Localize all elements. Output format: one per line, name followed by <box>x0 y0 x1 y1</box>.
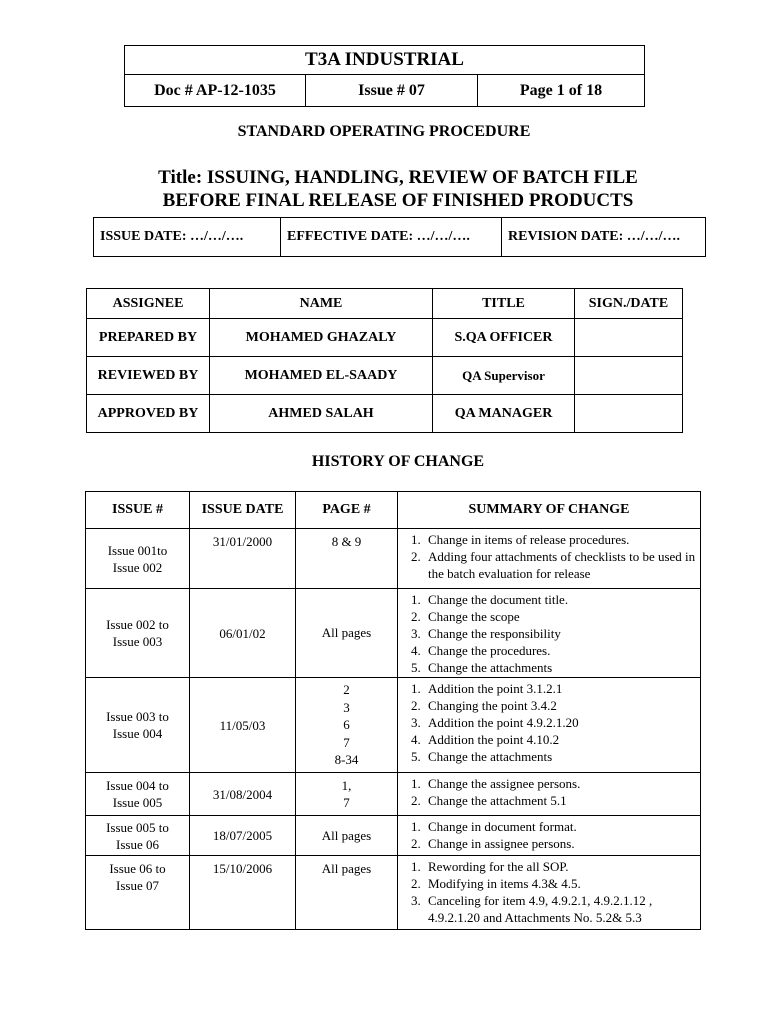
sign-cell <box>575 395 683 433</box>
date-cell: 31/01/2000 <box>190 529 296 589</box>
issue-from: Issue 003 to <box>106 709 169 724</box>
name-cell: MOHAMED EL-SAADY <box>210 357 433 395</box>
pages-cell <box>296 856 398 930</box>
summary-item: 1. Addition the point 3.1.2.1 <box>424 680 700 697</box>
column-header: TITLE <box>433 289 575 319</box>
dates-table <box>93 217 706 257</box>
column-header: ISSUE # <box>86 492 190 529</box>
title-line-1: Title: ISSUING, HANDLING, REVIEW OF BATCH FILE <box>158 167 638 188</box>
summary-item: 1. Rewording for the all SOP. <box>424 858 700 875</box>
summary-item: 1. Change the document title. <box>424 591 700 608</box>
column-header: ISSUE DATE <box>190 492 296 529</box>
document-header <box>124 45 645 107</box>
summary-item: 2. Modifying in items 4.3& 4.5. <box>424 875 700 892</box>
title-cell: QA Supervisor <box>433 357 575 395</box>
assignee-cell: REVIEWED BY <box>87 357 210 395</box>
document-title <box>0 166 768 212</box>
doc-number: Doc # AP-12-1035 <box>125 75 306 107</box>
pages-cell <box>296 529 398 589</box>
history-header-row <box>86 492 701 529</box>
date-cell: 15/10/2006 <box>190 856 296 930</box>
column-header: SIGN./DATE <box>575 289 683 319</box>
page-value: 6 <box>343 717 350 733</box>
title-line-2: BEFORE FINAL RELEASE OF FINISHED PRODUCTS <box>162 190 634 211</box>
issue-from: Issue 005 to <box>106 819 169 835</box>
page-number: Page 1 of 18 <box>478 75 645 107</box>
name-cell: MOHAMED GHAZALY <box>210 319 433 357</box>
date-cell: 31/08/2004 <box>190 773 296 816</box>
issue-cell <box>86 816 190 856</box>
summary-item: 5. Change the attachments <box>424 659 700 676</box>
title-cell: S.QA OFFICER <box>433 319 575 357</box>
page-value: 1, <box>341 777 352 793</box>
page-value: 7 <box>343 795 350 810</box>
summary-item: 2. Adding four attachments of checklists to be used in the batch evaluation for release <box>424 548 700 582</box>
summary-item: 1. Change in items of release procedures. <box>424 531 700 548</box>
issue-cell <box>86 856 190 930</box>
approval-row <box>87 395 683 433</box>
issue-cell <box>86 678 190 773</box>
issue-to: Issue 07 <box>116 878 159 893</box>
issue-from: Issue 06 to <box>109 861 166 876</box>
summary-item: 1. Change the assignee persons. <box>424 775 700 792</box>
approval-row <box>87 319 683 357</box>
page-value: All pages <box>321 827 372 843</box>
summary-item: 3. Addition the point 4.9.2.1.20 <box>424 714 700 731</box>
history-title: HISTORY OF CHANGE <box>311 453 485 470</box>
sign-cell <box>575 357 683 395</box>
summary-cell <box>398 856 701 930</box>
date-cell: 11/05/03 <box>190 678 296 773</box>
summary-item: 2. Change in assignee persons. <box>424 835 700 852</box>
summary-cell <box>398 773 701 816</box>
page-value: 7 <box>343 734 350 750</box>
summary-cell <box>398 529 701 589</box>
history-table <box>85 491 701 930</box>
summary-item: 2. Change the scope <box>424 608 700 625</box>
summary-item: 5. Change the attachments <box>424 748 700 765</box>
column-header: NAME <box>210 289 433 319</box>
history-row <box>86 773 701 816</box>
issue-to: Issue 005 <box>112 795 163 810</box>
history-row <box>86 678 701 773</box>
summary-item: 3. Change the responsibility <box>424 625 700 642</box>
pages-cell <box>296 773 398 816</box>
issue-number: Issue # 07 <box>306 75 478 107</box>
history-row <box>86 856 701 930</box>
history-row <box>86 529 701 589</box>
history-row <box>86 816 701 856</box>
page-value: 2 <box>343 682 350 698</box>
page-value: All pages <box>321 625 372 641</box>
page-value: 3 <box>343 699 350 715</box>
title-cell: QA MANAGER <box>433 395 575 433</box>
effective-date: EFFECTIVE DATE: …/…/…. <box>281 218 502 257</box>
issue-to: Issue 06 <box>116 836 159 852</box>
name-cell: AHMED SALAH <box>210 395 433 433</box>
history-row <box>86 589 701 678</box>
issue-to: Issue 003 <box>112 634 163 649</box>
summary-item: 3. Canceling for item 4.9, 4.9.2.1, 4.9.2.1.12 , 4.9.2.1.20 and Attachments No. 5.2& 5.3 <box>424 892 700 926</box>
sign-cell <box>575 319 683 357</box>
issue-to: Issue 004 <box>112 726 163 741</box>
issue-to: Issue 002 <box>112 559 163 575</box>
summary-item: 2. Change the attachment 5.1 <box>424 792 700 809</box>
issue-cell <box>86 589 190 678</box>
pages-cell <box>296 678 398 773</box>
summary-cell <box>398 816 701 856</box>
assignee-cell: PREPARED BY <box>87 319 210 357</box>
issue-from: Issue 002 to <box>106 617 169 632</box>
issue-from: Issue 004 to <box>106 778 169 793</box>
summary-item: 1. Change in document format. <box>424 818 700 835</box>
summary-cell <box>398 678 701 773</box>
issue-date: ISSUE DATE: …/…/…. <box>94 218 281 257</box>
pages-cell <box>296 816 398 856</box>
document-type: STANDARD OPERATING PROCEDURE <box>237 123 531 140</box>
approvals-table <box>86 288 683 433</box>
column-header: SUMMARY OF CHANGE <box>398 492 701 529</box>
summary-cell <box>398 589 701 678</box>
page-value: All pages <box>321 861 372 876</box>
summary-item: 2. Changing the point 3.4.2 <box>424 697 700 714</box>
issue-cell <box>86 529 190 589</box>
column-header: PAGE # <box>296 492 398 529</box>
summary-item: 4. Addition the point 4.10.2 <box>424 731 700 748</box>
issue-cell <box>86 773 190 816</box>
approval-row <box>87 357 683 395</box>
approvals-header-row <box>87 289 683 319</box>
date-cell: 06/01/02 <box>190 589 296 678</box>
pages-cell <box>296 589 398 678</box>
company-name: T3A INDUSTRIAL <box>125 46 645 75</box>
date-cell: 18/07/2005 <box>190 816 296 856</box>
assignee-cell: APPROVED BY <box>87 395 210 433</box>
page-value: 8 & 9 <box>331 534 362 549</box>
issue-from: Issue 001to <box>107 542 168 558</box>
column-header: ASSIGNEE <box>87 289 210 319</box>
revision-date: REVISION DATE: …/…/…. <box>502 218 706 257</box>
page-value: 8-34 <box>334 752 359 768</box>
summary-item: 4. Change the procedures. <box>424 642 700 659</box>
